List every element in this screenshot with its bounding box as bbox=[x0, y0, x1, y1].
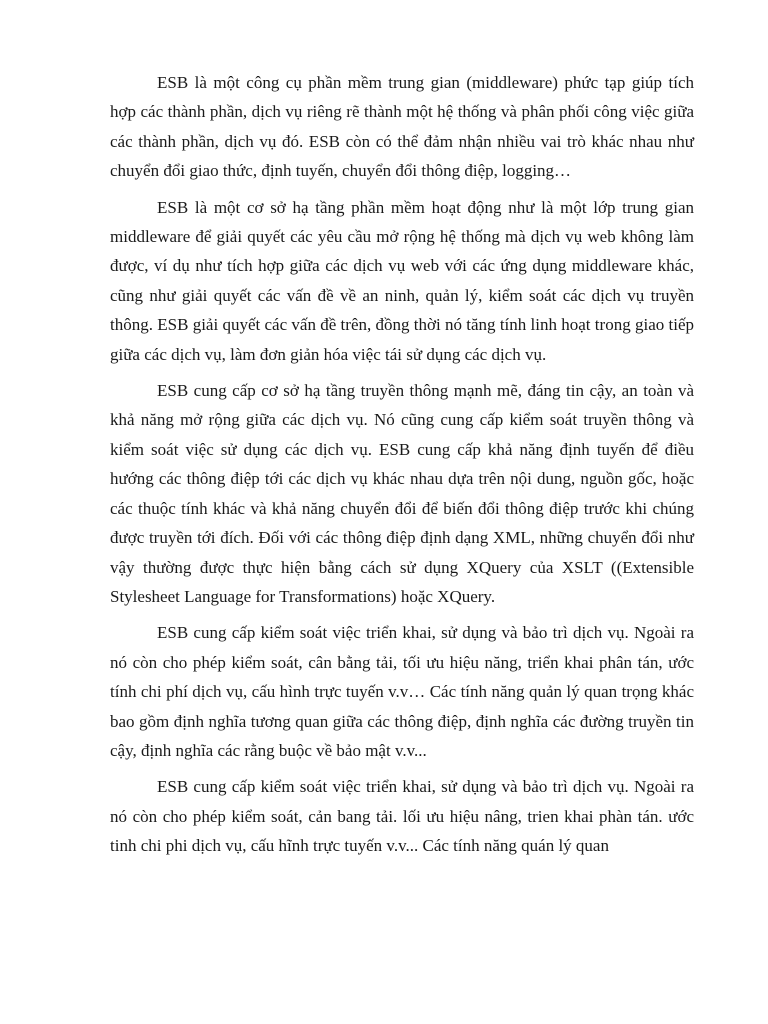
paragraph-3: ESB cung cấp cơ sở hạ tầng truyền thông mạnh mẽ, đáng tin cậy, an toàn và khả năng mở rộng giữa các dịch vụ. Nó cũng cung cấp kiểm soát truyền thông và kiểm soát việc sử dụng các dịch vụ. ESB cung cấp khả năng định tuyến để điều hướng các thông điệp tới các dịch vụ khác nhau dựa trên nội dung, nguồn gốc, hoặc các thuộc tính khác và khả năng chuyển đổi để biến đổi thông điệp trước khi chúng được truyền tới đích. Đối với các thông điệp định dạng XML, những chuyển đổi như vậy thường được thực hiện bằng cách sử dụng XQuery của XSLT ((Extensible Stylesheet Language for Transformations) hoặc XQuery. bbox=[110, 381, 694, 606]
paragraph-4: ESB cung cấp kiểm soát việc triển khai, sử dụng và bảo trì dịch vụ. Ngoài ra nó còn cho phép kiểm soát, cân bằng tải, tối ưu hiệu năng, triển khai phân tán, ước tính chi phí dịch vụ, cấu hình trực tuyến v.v… Các tính năng quản lý quan trọng khác bao gồm định nghĩa tương quan giữa các thông điệp, định nghĩa các đường truyền tin cậy, định nghĩa các rằng buộc về bảo mật v.v... bbox=[110, 623, 694, 760]
paragraph-2: ESB là một cơ sở hạ tầng phần mềm hoạt động như là một lớp trung gian middleware để giải quyết các yêu cầu mở rộng hệ thống mà dịch vụ web không làm được, ví dụ như tích hợp giữa các dịch vụ web với các ứng dụng middleware khác, cũng như giải quyết các vấn đề về an ninh, quản lý, kiểm soát các dịch vụ truyền thông. ESB giải quyết các vấn đề trên, đồng thời nó tăng tính linh hoạt trong giao tiếp giữa các dịch vụ, làm đơn giản hóa việc tái sử dụng các dịch vụ. bbox=[110, 197, 694, 364]
document-page bbox=[110, 68, 694, 868]
paragraph-5: ESB cung cấp kiểm soát việc triển khai, sử dụng và bảo trì dịch vụ. Ngoài ra nó còn cho phép kiểm soát, cản bang tải. lối ưu hiệu nâng, trien khai phàn tán. ước tinh chi phi dịch vụ, cấu hĩnh trực tuyến v.v... Các tính năng quán lý quan bbox=[110, 777, 694, 856]
paragraph-1: ESB là một công cụ phần mềm trung gian (middleware) phức tạp giúp tích hợp các thành phần, dịch vụ riêng rẽ thành một hệ thống và phân phối công việc giữa các thành phần, dịch vụ đó. ESB còn có thể đảm nhận nhiều vai trò khác nhau như chuyển đổi giao thức, định tuyến, chuyển đổi thông điệp, logging… bbox=[110, 73, 694, 181]
